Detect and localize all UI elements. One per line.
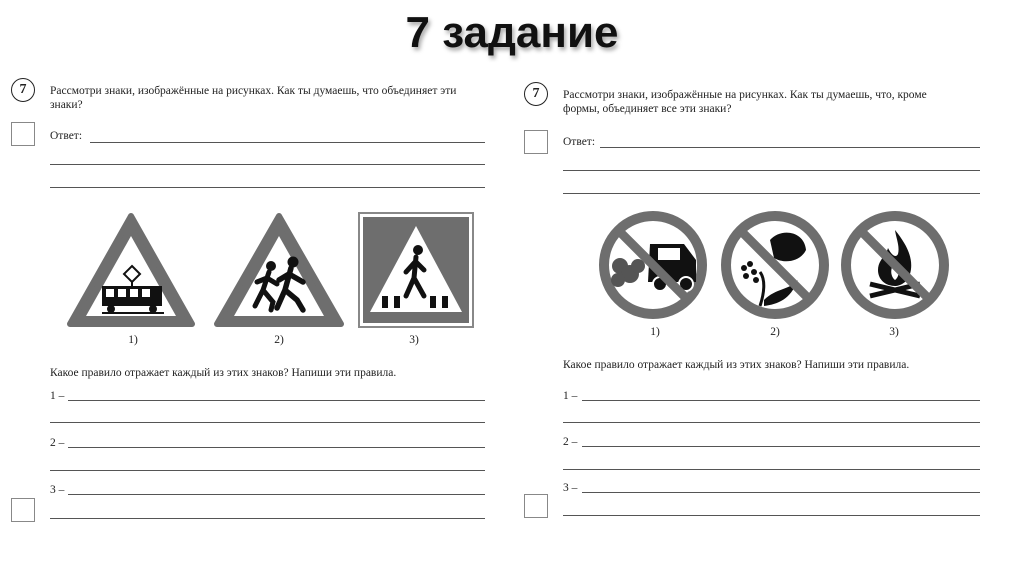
sign-caption: 3): [889, 326, 899, 338]
task-question: Рассмотри знаки, изображённые на рисунках. Как ты думаешь, что объединяет эти знаки?: [50, 85, 457, 111]
sign-caption: 2): [770, 326, 780, 338]
rule-answer-line[interactable]: [563, 469, 980, 470]
rule-item-label: 2 –: [50, 437, 65, 449]
answer-line[interactable]: [563, 193, 980, 194]
answer-label: Ответ:: [50, 130, 83, 142]
rule-answer-line[interactable]: [68, 447, 485, 448]
rule-item-label: 3 –: [50, 484, 65, 496]
score-checkbox[interactable]: [11, 498, 35, 522]
answer-line[interactable]: [50, 164, 485, 165]
answer-line[interactable]: [90, 142, 485, 143]
rule-answer-line[interactable]: [50, 470, 485, 471]
sign-caption: 1): [650, 326, 660, 338]
rule-question: Какое правило отражает каждый из этих знаков? Напиши эти правила.: [563, 359, 910, 371]
children-warning-sign: [213, 210, 345, 330]
tram-crossing-warning-sign: [66, 210, 196, 330]
answer-checkbox[interactable]: [524, 130, 548, 154]
rule-answer-line[interactable]: [563, 422, 980, 423]
rule-item-label: 1 –: [563, 390, 578, 402]
score-checkbox[interactable]: [524, 494, 548, 518]
no-car-exhaust-sign: [598, 210, 708, 320]
rule-answer-line[interactable]: [50, 518, 485, 519]
sign-caption: 3): [409, 334, 419, 346]
task-question-line: формы, объединяет все эти знаки?: [563, 103, 732, 115]
rule-item-label: 1 –: [50, 390, 65, 402]
rule-answer-line[interactable]: [582, 400, 980, 401]
no-campfire-sign: [840, 210, 950, 320]
sign-caption: 2): [274, 334, 284, 346]
task-number-badge: 7: [11, 78, 35, 102]
task-question-line: Рассмотри знаки, изображённые на рисунках. Как ты думаешь, что, кроме: [563, 89, 927, 101]
answer-line[interactable]: [600, 147, 980, 148]
rule-question: Какое правило отражает каждый из этих знаков? Напиши эти правила.: [50, 367, 397, 379]
rule-answer-line[interactable]: [582, 446, 980, 447]
answer-label: Ответ:: [563, 136, 596, 148]
answer-line[interactable]: [50, 187, 485, 188]
answer-checkbox[interactable]: [11, 122, 35, 146]
rule-answer-line[interactable]: [68, 400, 485, 401]
rule-item-label: 3 –: [563, 482, 578, 494]
no-picking-flowers-sign: [720, 210, 830, 320]
rule-answer-line[interactable]: [50, 422, 485, 423]
rule-answer-line[interactable]: [68, 494, 485, 495]
rule-answer-line[interactable]: [563, 515, 980, 516]
answer-line[interactable]: [563, 170, 980, 171]
rule-answer-line[interactable]: [582, 492, 980, 493]
pedestrian-crossing-sign: [358, 212, 474, 328]
task-number-badge: 7: [524, 82, 548, 106]
sign-caption: 1): [128, 334, 138, 346]
rule-item-label: 2 –: [563, 436, 578, 448]
page-title: 7 задание: [405, 8, 619, 57]
